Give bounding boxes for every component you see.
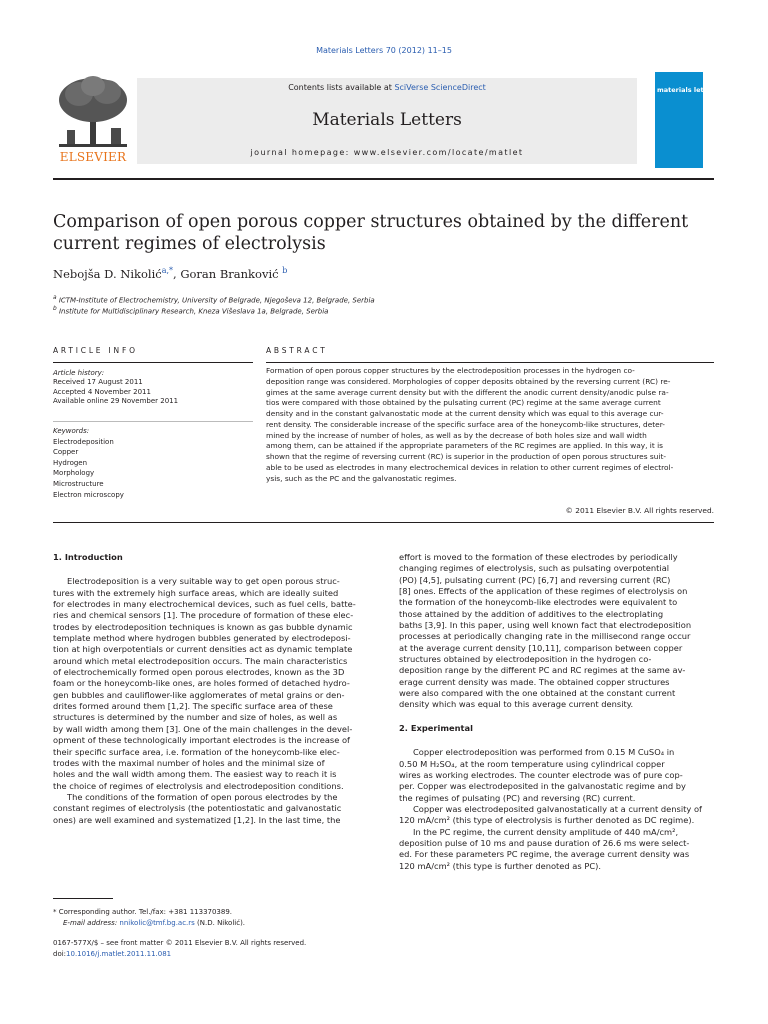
text-line: In the PC regime, the current density amplitude of 440 mA/cm², bbox=[413, 826, 679, 837]
journal-title: Materials Letters bbox=[312, 110, 462, 130]
sciverse-link[interactable]: SciVerse ScienceDirect bbox=[394, 83, 486, 92]
text-line: tures with the extremely high surface areas, which are ideally suited bbox=[53, 587, 339, 598]
abstract-line: among them, can be attained if the appropriate parameters of the RC regimes are applied. In this way, it is bbox=[266, 441, 664, 451]
text-line: processes at periodically changing rate in the millisecond range occur bbox=[399, 631, 691, 642]
abstract-bottom-rule bbox=[53, 522, 714, 523]
keyword-item: Electrodeposition bbox=[53, 437, 114, 446]
text-line: effort is moved to the formation of these electrodes by periodically bbox=[399, 552, 678, 562]
header-rule bbox=[53, 178, 714, 180]
text-line: for electrodes in many electrochemical devices, such as fuel cells, batte- bbox=[53, 599, 356, 610]
text-line: deposition range by the different PC and RC regimes at the same av- bbox=[399, 665, 686, 676]
text-line: were also compared with the one obtained at the constant current bbox=[399, 688, 676, 699]
email-link[interactable]: nnikolic@tmf.bg.ac.rs bbox=[119, 919, 195, 927]
text-line: wires as working electrodes. The counter electrode was of pure cop- bbox=[399, 769, 683, 780]
affiliation-text: Institute for Multidisciplinary Research, Kneza Višeslava 1a, Belgrade, Serbia bbox=[58, 307, 329, 316]
abstract-heading: ABSTRACT bbox=[266, 346, 328, 355]
article-info-heading: ARTICLE INFO bbox=[53, 346, 138, 355]
copyright: © 2011 Elsevier B.V. All rights reserved. bbox=[565, 506, 714, 515]
text-line: opment of these technologically important electrodes is the increase of bbox=[53, 735, 350, 746]
text-line: drites formed around them [1,2]. The specific surface area of these bbox=[53, 701, 333, 712]
article-title: Comparison of open porous copper structures obtained by the different current regimes of electrolysis bbox=[53, 212, 689, 254]
elsevier-logo[interactable] bbox=[53, 72, 133, 168]
text-line: The conditions of the formation of open porous electrodes by the bbox=[67, 791, 338, 802]
text-line: Electrodeposition is a very suitable way to get open porous struc- bbox=[67, 576, 340, 587]
journal-banner bbox=[137, 78, 637, 164]
text-line: 120 mA/cm² (this type is further denoted as PC). bbox=[399, 860, 602, 871]
text-line: template method where hydrogen bubbles generated by electrodeposi- bbox=[53, 633, 351, 644]
author-1-affil-sup[interactable]: a, bbox=[161, 266, 169, 275]
text-line: gen bubbles and cauliflower-like agglomerates of metal grains or den- bbox=[53, 689, 345, 700]
text-line: structures obtained by electrodeposition in the hydrogen co- bbox=[399, 654, 652, 665]
text-line: tion at high overpotentials or current densities act as dynamic template bbox=[53, 644, 353, 655]
email-label: E-mail address: bbox=[63, 919, 120, 927]
abstract-line: tios were compared with those obtained by the pulsating current (PC) regime at the same average current bbox=[266, 398, 661, 408]
article-info-rule bbox=[53, 362, 253, 363]
intro-paragraph-3 bbox=[399, 552, 724, 711]
doi-line bbox=[53, 949, 383, 960]
contents-line bbox=[137, 83, 637, 92]
affiliation-sup: a bbox=[53, 295, 57, 301]
contents-prefix: Contents lists available at bbox=[288, 83, 395, 92]
publisher-name: ELSEVIER bbox=[59, 150, 127, 164]
text-line: ed. For these parameters PC regime, the average current density was bbox=[399, 849, 690, 860]
text-line: Copper electrodeposition was performed from 0.15 M CuSO₄ in bbox=[413, 747, 675, 758]
author-1-name: Nebojša D. Nikolić bbox=[53, 266, 162, 281]
email-suffix: (N.D. Nikolić). bbox=[194, 919, 246, 927]
affiliations bbox=[53, 294, 375, 317]
author-1-corresponding-star[interactable]: * bbox=[169, 266, 173, 275]
introduction-heading: 1. Introduction bbox=[53, 552, 123, 562]
text-line: foam or the honeycomb-like ones, are holes formed of detached hydro- bbox=[53, 678, 350, 689]
text-line: [8] ones. Effects of the application of these regimes of electrolysis on bbox=[399, 586, 688, 597]
text-line: the regimes of pulsating (PC) and reversing (RC) current. bbox=[399, 792, 636, 803]
text-line: Copper was electrodeposited galvanostatically at a current density of bbox=[413, 803, 702, 814]
footnote-rule bbox=[53, 898, 113, 899]
text-line: 120 mA/cm² (this type of electrolysis is further denoted as DC regime). bbox=[399, 815, 695, 826]
tree-icon bbox=[53, 72, 133, 150]
abstract-text bbox=[266, 366, 714, 484]
keywords bbox=[53, 426, 253, 500]
affiliation-a bbox=[53, 294, 375, 305]
experimental-heading: 2. Experimental bbox=[399, 722, 473, 733]
article-history bbox=[53, 369, 253, 407]
journal-header bbox=[53, 72, 719, 168]
keywords-label: Keywords: bbox=[53, 427, 90, 435]
right-column bbox=[399, 552, 724, 872]
text-line: structures is determined by the number and size of holes, as well as bbox=[53, 712, 338, 723]
text-line: the choice of regimes of electrolysis and electrodeposition conditions. bbox=[53, 780, 344, 791]
text-line: trodes with the maximal number of holes and the minimal size of bbox=[53, 757, 325, 768]
email-line bbox=[53, 918, 383, 929]
abstract-line: shown that the regime of reversing current (RC) is superior in the production of open porous structures suit- bbox=[266, 452, 667, 461]
received-date: Received 17 August 2011 bbox=[53, 378, 143, 387]
history-label: Article history: bbox=[53, 369, 105, 377]
keyword-item: Microstructure bbox=[53, 479, 104, 488]
abstract-line: rent density. The considerable increase of the specific surface area of the honeycomb-like structures, deter- bbox=[266, 419, 665, 429]
text-line: density which was equal to this average current density. bbox=[399, 699, 634, 710]
journal-reference[interactable]: Materials Letters 70 (2012) 11–15 bbox=[316, 46, 452, 55]
experimental-paragraph-1 bbox=[399, 747, 724, 804]
text-line: (PO) [4,5], pulsating current (PC) [6,7] and reversing current (RC) bbox=[399, 574, 671, 585]
author-2-affil-sup[interactable]: b bbox=[282, 266, 288, 275]
section-gap bbox=[399, 711, 724, 723]
experimental-paragraph-3 bbox=[399, 827, 724, 872]
accepted-date: Accepted 4 November 2011 bbox=[53, 387, 151, 396]
author-separator: , bbox=[173, 266, 181, 281]
text-line: the formation of the honeycomb-like electrodes were equivalent to bbox=[399, 597, 678, 608]
front-matter-line: 0167-577X/$ – see front matter © 2011 Elsevier B.V. All rights reserved. bbox=[53, 939, 307, 947]
text-line: ones) are well examined and systematized [1,2]. In the last time, the bbox=[53, 814, 341, 825]
corresponding-author: * Corresponding author. Tel./fax: +381 113370389. bbox=[53, 908, 233, 916]
text-line: deposition pulse of 10 ms and pause duration of 26.6 ms were select- bbox=[399, 837, 690, 848]
left-column bbox=[53, 552, 378, 826]
text-line: ries and chemical sensors [1]. The procedure of formation of these elec- bbox=[53, 610, 354, 621]
abstract-line: Formation of open porous copper structures by the electrodeposition processes in the hydrogen co- bbox=[266, 366, 635, 375]
text-line: of electrochemically formed open porous electrodes, known as the 3D bbox=[53, 667, 345, 678]
intro-paragraph-2 bbox=[53, 792, 378, 826]
doi-prefix: doi: bbox=[53, 950, 67, 958]
text-line: changing regimes of electrolysis, such as pulsating overpotential bbox=[399, 563, 670, 574]
journal-cover[interactable] bbox=[655, 72, 719, 168]
abstract-rule bbox=[266, 362, 714, 363]
author-2-name: Goran Branković bbox=[180, 266, 279, 281]
cover-title: materials letters bbox=[657, 86, 719, 94]
text-line: baths [3,9]. In this paper, using well known fact that electrodeposition bbox=[399, 620, 692, 631]
journal-homepage[interactable]: journal homepage: www.elsevier.com/locate/matlet bbox=[250, 148, 524, 157]
text-line: those attained by the addition of additives to the electroplating bbox=[399, 608, 664, 619]
doi-link[interactable]: 10.1016/j.matlet.2011.11.081 bbox=[66, 950, 172, 958]
abstract-line: deposition range was considered. Morphologies of copper deposits obtained by the reversing current (RC) re- bbox=[266, 376, 671, 386]
authors bbox=[53, 266, 287, 281]
affiliation-text: ICTM-Institute of Electrochemistry, University of Belgrade, Njegoševa 12, Belgrade, Serbia bbox=[58, 296, 375, 305]
text-line: holes and the wall width among them. The easiest way to reach it is bbox=[53, 769, 337, 780]
text-line: by wall width among them [3]. One of the main challenges in the devel- bbox=[53, 723, 353, 734]
experimental-paragraph-2 bbox=[399, 804, 724, 827]
keyword-item: Morphology bbox=[53, 469, 95, 478]
text-line: around which metal electrodeposition occurs. The main characteristics bbox=[53, 655, 348, 666]
text-line: erage current density was made. The obtained copper structures bbox=[399, 676, 670, 687]
text-line: at the average current density [10,11], comparison between copper bbox=[399, 642, 683, 653]
keyword-item: Copper bbox=[53, 448, 79, 457]
issn-block bbox=[53, 938, 383, 960]
text-line: trodes by electrodeposition techniques is known as gas bubble dynamic bbox=[53, 621, 353, 632]
abstract-line: mined by the increase of number of holes, as well as by the decrease of both holes size and wall width bbox=[266, 430, 647, 440]
text-line: constant regimes of electrolysis (the potentiostatic and galvanostatic bbox=[53, 803, 342, 814]
affiliation-b bbox=[53, 305, 375, 316]
abstract-line: ysis, such as the PC and the galvanostatic regimes. bbox=[266, 473, 457, 483]
text-line: per. Copper was electrodeposited in the galvanostatic regime and by bbox=[399, 781, 686, 792]
text-line: 0.50 M H₂SO₄, at the room temperature using cylindrical copper bbox=[399, 758, 665, 769]
keywords-rule bbox=[53, 421, 253, 422]
affiliation-sup: b bbox=[53, 306, 57, 313]
intro-paragraph-1 bbox=[53, 576, 378, 792]
abstract-line: gimes at the same average current density but with the different the anodic current density/anodic pulse ra- bbox=[266, 387, 669, 397]
footnote bbox=[53, 907, 383, 929]
keyword-item: Hydrogen bbox=[53, 458, 88, 467]
abstract-line: density and in the constant galvanostatic mode at the current density which was equal to this average cur- bbox=[266, 409, 664, 418]
keyword-item: Electron microscopy bbox=[53, 490, 124, 499]
text-line: their specific surface area, i.e. formation of the honeycomb-like elec- bbox=[53, 746, 340, 757]
abstract-line: able to be used as electrodes in many electrochemical devices in relation to other current regimes of electrol- bbox=[266, 462, 674, 472]
online-date: Available online 29 November 2011 bbox=[53, 397, 179, 406]
